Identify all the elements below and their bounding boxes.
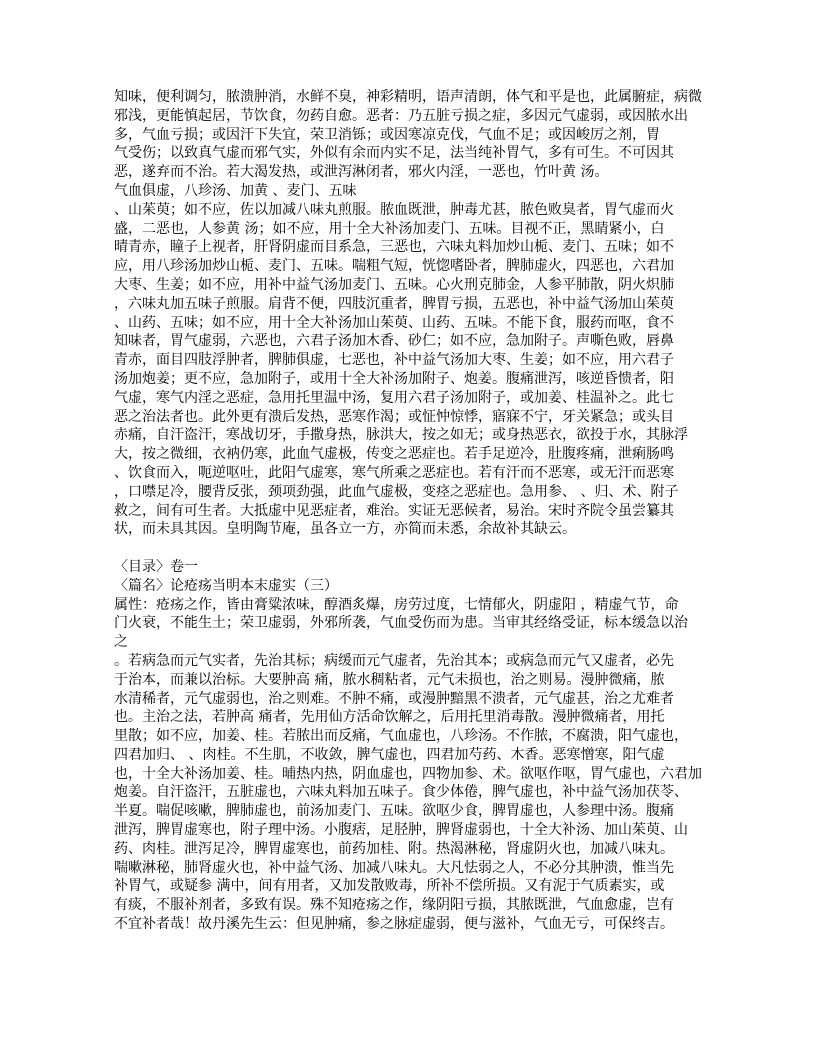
text-line: 、山茱萸；如不应，佐以加减八味丸煎服。脓血既泄，肿毒尤甚，脓色败臭者，胃气虚而火: [114, 201, 674, 218]
text-line: 赤痛，自汗盗汗，寒战切牙，手撒身热，脉洪大，按之如无；或身热恶衣，欲投于水，其脉浮: [114, 427, 688, 444]
text-line: 药、肉桂。泄泻足冷，脾胃虚寒也，前药加桂、附。热渴淋秘，肾虚阴火也，加减八味丸。: [114, 840, 674, 857]
section-seven-evils-text: [114, 88, 706, 539]
text-line: 气血俱虚，八珍汤、加黄 、麦门、五味: [114, 182, 357, 199]
text-column: [114, 88, 706, 934]
text-line: 属性：疮疡之作，皆由膏粱浓味，醇酒炙爆，房劳过度，七情郁火，阴虚阳 ，精虚气节，命: [114, 596, 679, 613]
section-benmo-xushi: [114, 558, 706, 934]
text-line: 多，气血亏损；或因汗下失宜，荣卫消铄；或因寒凉克伐，气血不足；或因峻厉之剂，胃: [114, 126, 660, 143]
text-line: 气虚，寒气内淫之恶症，急用托里温中汤，复用六君子汤加附子，或加姜、桂温补之。此七: [114, 389, 674, 406]
section-body-text: [114, 596, 706, 934]
text-line: ，口噤足冷，腰背反张，颈项劲强，此血气虚极，变痉之恶症也。急用参、 、归、术、附子: [114, 483, 679, 500]
text-line: 炮姜。自汗盗汗，五脏虚也，六味丸料加五味子。食少体倦，脾气虚也，补中益气汤加茯苓、: [114, 784, 688, 801]
text-line: 也，十全大补汤加姜、桂。晡热内热，阴血虚也，四物加参、术。欲呕作呕，胃气虚也，六君加: [114, 765, 702, 782]
text-line: 之: [114, 634, 128, 651]
text-line: 、山药、五味；如不应，用十全大补汤加山茱萸、山药、五味。不能下食，服药而呕，食不: [114, 314, 674, 331]
text-line: 水清稀者，元气虚弱也，治之则难。不肿不痛，或漫肿黯黑不溃者，元气虚甚，治之尤难者: [114, 690, 674, 707]
text-line: 里散；如不应，加姜、桂。若脓出而反痛，气血虚也，八珍汤。不作脓，不腐溃，阳气虚也，: [114, 728, 688, 745]
text-line: 有痰，不服补剂者，多致有误。殊不知疮疡之作，缘阴阳亏损，其脓既泄，气血愈虚，岂有: [114, 897, 674, 914]
text-line: 喘嗽淋秘，肺肾虚火也，补中益气汤、加减八味丸。大凡怯弱之人，不必分其肿溃，惟当先: [114, 859, 674, 876]
text-line: 、饮食而入，呃逆呕吐，此阳气虚寒，寒气所乘之恶症也。若有汗而不恶寒，或无汗而恶寒: [114, 464, 674, 481]
text-line: 也。主治之法，若肿高 痛者，先用仙方活命饮解之，后用托里消毒散。漫肿微痛者，用托: [114, 709, 665, 726]
chapter-title-line: 〈篇名〉论疮疡当明本末虚实（三）: [114, 577, 338, 594]
text-line: 不宜补者哉！故丹溪先生云：但见肿痛，参之脉症虚弱，便与滋补，气血无亏，可保终吉。: [114, 916, 674, 933]
text-line: 补胃气，或疑参 满中，间有用者，又加发散败毒，所补不偿所损。又有泥于气质素实，或: [114, 878, 665, 895]
text-line: ，六味丸加五味子煎服。肩背不便，四肢沉重者，脾胃亏损，五恶也，补中益气汤加山茱萸: [114, 295, 674, 312]
text-line: 应，用八珍汤加炒山栀、麦门、五味。喘粗气短，恍惚嗜卧者，脾肺虚火，四恶也，六君加: [114, 258, 674, 275]
text-line: 恶之治法者也。此外更有溃后发热，恶寒作渴；或怔忡惊悸，寤寐不宁，牙关紧急；或头目: [114, 408, 674, 425]
text-line: 汤加炮姜；更不应，急加附子，或用十全大补汤加附子、炮姜。腹痛泄泻，咳逆昏愦者，阳: [114, 370, 674, 387]
text-line: 泄泻，脾胃虚寒也，附子理中汤。小腹痞，足胫肿，脾肾虚弱也，十全大补汤、加山茱萸、山: [114, 822, 688, 839]
text-line: 四君加归、 、肉桂。不生肌，不收敛，脾气虚也，四君加芍药、木香。恶寒憎寒，阳气虚: [114, 746, 665, 763]
text-line: 状，而未具其因。皇明陶节庵，虽各立一方，亦简而未悉，余故补其缺云。: [114, 521, 576, 538]
text-line: 大枣、生姜；如不应，用补中益气汤加麦门、五味。心火刑克肺金，人参平肺散，阴火炽肺: [114, 276, 674, 293]
text-line: 盛，二恶也，人参黄 汤；如不应，用十全大补汤加麦门、五味。目视不正，黑睛紧小，白: [114, 220, 665, 237]
text-line: 救之，间有可生者。大抵虚中见恶症者，难治。实证无恶候者，易治。宋时齐院令虽尝纂其: [114, 502, 674, 519]
text-line: 门火衰，不能生土；荣卫虚弱，外邪所袭，气血受伤而为患。当审其经络受证，标本缓急以治: [114, 615, 688, 632]
text-line: 半夏。喘促咳嗽，脾肺虚也，前汤加麦门、五味。欲呕少食，脾胃虚也，人参理中汤。腹痛: [114, 803, 674, 820]
text-line: 青赤，面目四肢浮肿者，脾肺俱虚，七恶也，补中益气汤加大枣、生姜；如不应，用六君子: [114, 352, 674, 369]
text-line: 于治本，而兼以治标。大要肿高 痛，脓水稠粘者，元气未损也，治之则易。漫肿微痛，脓: [114, 671, 665, 688]
toc-line: 〈目录〉卷一: [114, 558, 198, 575]
text-line: 大，按之微细，衣衲仍寒，此血气虚极，传变之恶症也。若手足逆冷，肚腹疼痛，泄痢肠鸣: [114, 446, 674, 463]
text-line: 邪浅，更能慎起居，节饮食，勿药自愈。恶者：乃五脏亏损之症，多因元气虚弱，或因脓水出: [114, 107, 688, 124]
text-line: 恶，遂弃而不治。若大渴发热，或泄泻淋闭者，邪火内淫，一恶也，竹叶黄 汤。: [114, 164, 609, 181]
text-line: 。若病急而元气实者，先治其标；病缓而元气虚者，先治其本；或病急而元气又虚者，必先: [114, 652, 674, 669]
text-line: 晴青赤，瞳子上视者，肝肾阴虚而目系急，三恶也，六味丸料加炒山栀、麦门、五味；如不: [114, 239, 674, 256]
text-line: 知味者，胃气虚弱，六恶也，六君子汤加木香、砂仁；如不应，急加附子。声嘶色败，唇鼻: [114, 333, 674, 350]
text-line: 气受伤；以致真气虚而邪气实，外似有余而内实不足，法当纯补胃气，多有可生。不可因其: [114, 145, 674, 162]
text-line: 知味，便利调匀，脓溃肿消，水鲜不臭，神彩精明，语声清朗，体气和平是也，此属腑症，病微: [114, 89, 702, 105]
